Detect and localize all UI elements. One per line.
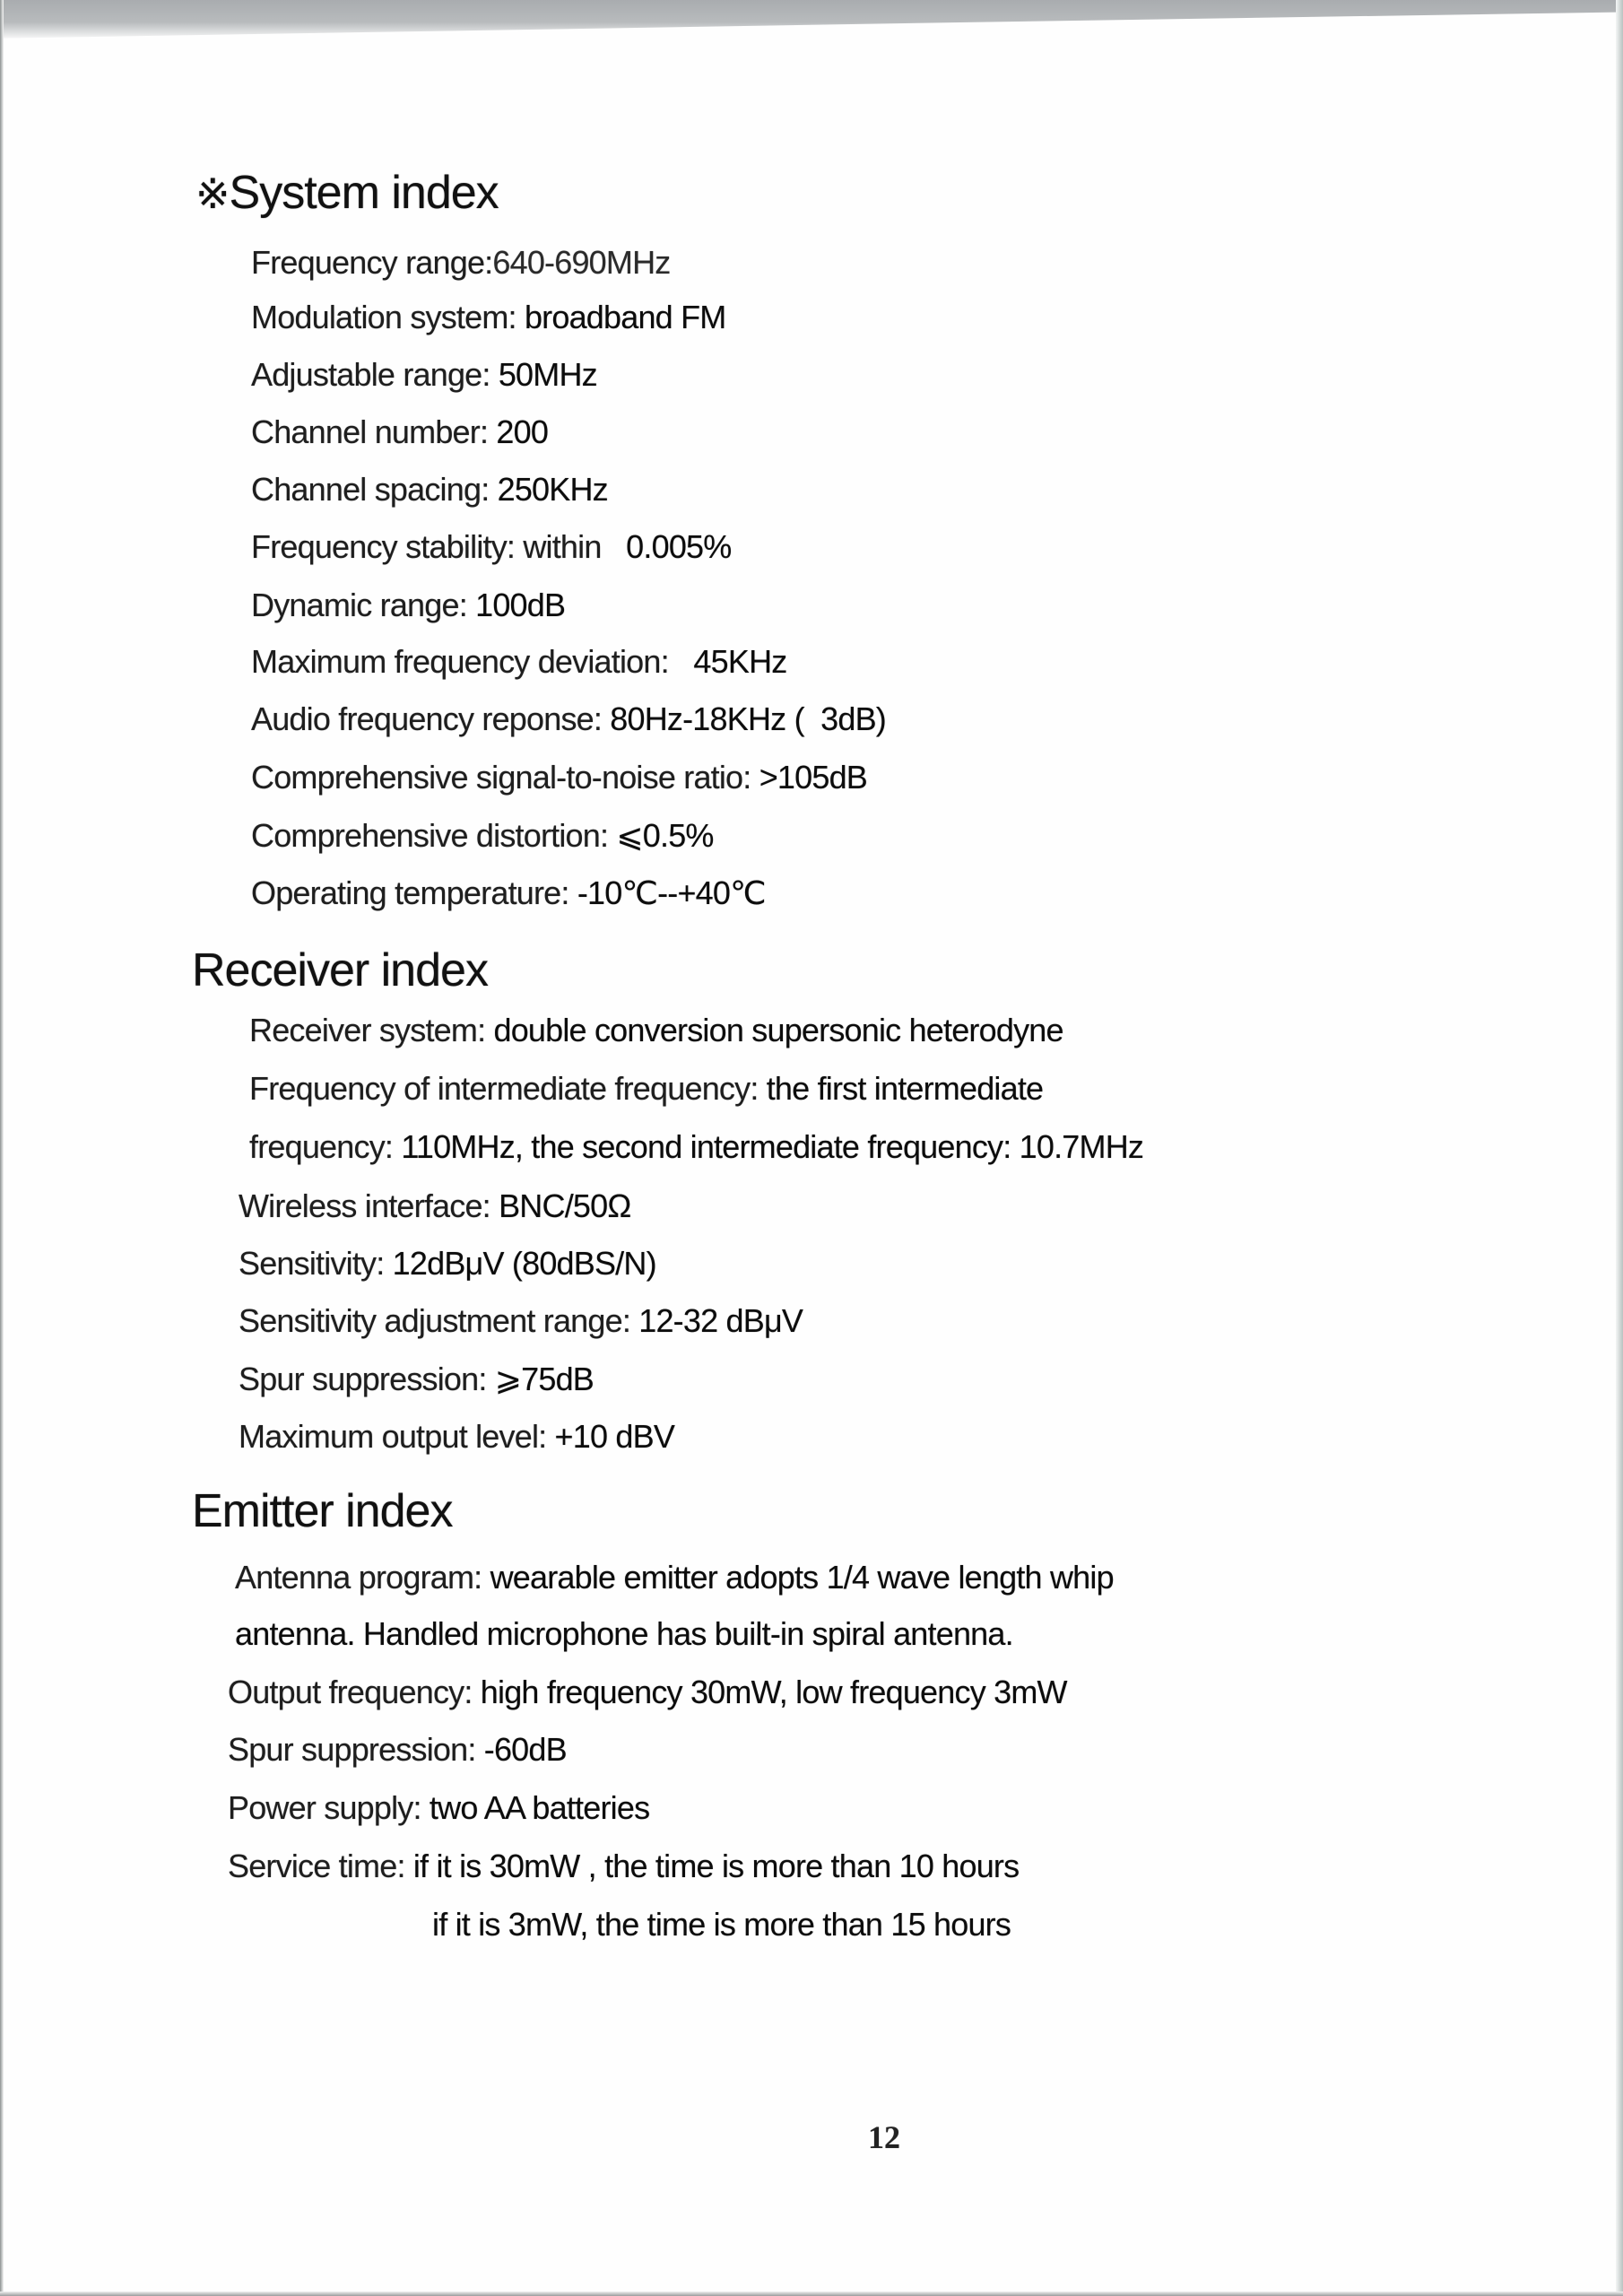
spec-operating-temperature: Operating temperature: -10℃--+40℃ [251, 874, 766, 911]
spec-intermediate-frequency-continued: frequency: 110MHz, the second intermediate frequency: 10.7MHz [249, 1128, 1144, 1165]
receiver-index-heading: Receiver index [192, 944, 488, 996]
spec-max-frequency-deviation: Maximum frequency deviation: 45KHz [251, 643, 787, 680]
emitter-index-heading: Emitter index [192, 1485, 453, 1537]
spec-frequency-stability: Frequency stability: within 0.005% [251, 528, 732, 565]
spec-signal-to-noise-ratio: Comprehensive signal-to-noise ratio: >105dB [251, 759, 868, 796]
spec-distortion: Comprehensive distortion: ⩽0.5% [251, 817, 714, 854]
spec-audio-frequency-response: Audio frequency reponse: 80Hz-18KHz ( 3dB) [251, 700, 887, 737]
spec-adjustable-range: Adjustable range: 50MHz [251, 356, 597, 393]
spec-output-frequency: Output frequency: high frequency 30mW, low frequency 3mW [228, 1674, 1067, 1710]
page-left-edge [0, 0, 4, 2296]
spec-channel-spacing: Channel spacing: 250KHz [251, 471, 608, 508]
spec-antenna-program: Antenna program: wearable emitter adopts 1/4 wave length whip [235, 1559, 1114, 1596]
spec-receiver-spur-suppression: Spur suppression: ⩾75dB [239, 1361, 595, 1397]
page-top-shadow [0, 0, 1623, 40]
spec-service-time-continued: if it is 3mW, the time is more than 15 hours [432, 1906, 1011, 1943]
spec-max-output-level: Maximum output level: +10 dBV [239, 1418, 675, 1455]
page-bottom-edge [0, 2292, 1623, 2296]
spec-sensitivity-adjustment-range: Sensitivity adjustment range: 12-32 dBμV [239, 1302, 803, 1339]
spec-wireless-interface: Wireless interface: BNC/50Ω [239, 1187, 631, 1224]
spec-frequency-range: Frequency range:640-690MHz [251, 244, 671, 281]
spec-sensitivity: Sensitivity: 12dBμV (80dBS/N) [239, 1245, 656, 1282]
spec-channel-number: Channel number: 200 [251, 413, 549, 450]
spec-dynamic-range: Dynamic range: 100dB [251, 587, 566, 623]
spec-service-time: Service time: if it is 30mW , the time is more than 10 hours [228, 1848, 1020, 1884]
reference-mark-icon: ※ [195, 170, 230, 218]
page-right-edge [1616, 0, 1623, 2296]
spec-receiver-system: Receiver system: double conversion supersonic heterodyne [249, 1012, 1063, 1048]
spec-power-supply: Power supply: two AA batteries [228, 1789, 650, 1826]
system-index-heading [195, 166, 499, 220]
spec-emitter-spur-suppression: Spur suppression: -60dB [228, 1731, 567, 1768]
spec-modulation-system: Modulation system: broadband FM [251, 299, 726, 335]
page-number: 12 [868, 2119, 900, 2155]
spec-intermediate-frequency: Frequency of intermediate frequency: the first intermediate [249, 1070, 1044, 1107]
spec-antenna-program-continued: antenna. Handled microphone has built-in spiral antenna. [235, 1615, 1013, 1652]
system-index-title: System index [229, 167, 499, 219]
